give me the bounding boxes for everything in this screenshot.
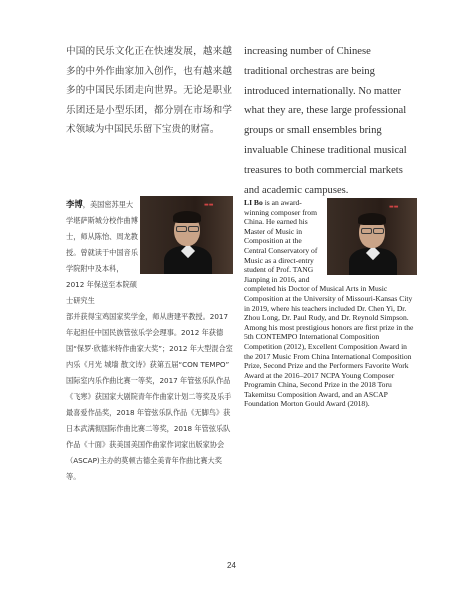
composer-photo-left: ▬▬ (140, 196, 233, 274)
english-intro-paragraph: increasing number of Chinese traditional orchestras are being introduced internationally. No matter what they are, these large professional groups or small ensembles bring invaluable Chinese traditional musical treasures to both commercial markets and academic campuses. (244, 46, 407, 196)
chinese-bio-head (66, 196, 138, 309)
chinese-biography (66, 196, 236, 485)
page-number: 24 (227, 561, 236, 570)
english-bio-body: completed his Doctor of Musical Arts in Music Composition at the University of Missouri-Kansas City in 2019, where his teachers included Dr. Chen Yi, Dr. Zhou Long, Dr. Paul Rudy, and Dr. Reynold Simpson. Among his most prestigious honors are first prize in the 5th CONTEMPO International Composition Competition (2012), Excellent Composition Award in the 2017 Music From China International Composition Prize, Second Prize and the Performers Favorite Work Award at the 2016–2017 NCPA Young Composer Programin China, Second Prize in the 2018 Toru Takemitsu Composition Award, and an ASCAP Foundation Morton Gould Award (2018). (244, 284, 414, 409)
english-bio-head (244, 198, 324, 284)
chinese-bio-body: 部并获得宝鸡国家奖学金，师从唐建平教授。2017 年起担任中国民族管弦乐学会理事。2012 年获德国“保罗·欣德米特作曲家大奖”；2012 年大型混合室内乐《月光 城墙 散文诗》获第五届“CON TEMPO” 国际室内乐作曲比赛一等奖，2017 年管弦乐队作品《飞寒》获国家大剧院青年作曲家计划二等奖及乐手最喜爱作品奖，2018 年管弦乐队作品《无脚鸟》获日本武满彻国际作曲比赛二等奖，2018 年管弦乐队作品《十面》获美国美国作曲家作词家出版家协会（ASCAP)主办的莫顿古德全美青年作曲比赛大奖等。 (66, 312, 233, 481)
composer-name-zh: 李博 (66, 199, 83, 209)
composer-name-en: LI Bo (244, 198, 263, 207)
chinese-intro-paragraph: 中国的民乐文化正在快速发展，越来越多的中外作曲家加入创作，也有越来越多的中国民乐团走向世界。无论是职业乐团还是小型乐团，都分别在市场和学术领域为中国民乐留下宝贵的财富。 (66, 46, 232, 136)
english-bio-head-text: is an award-winning composer from China. He earned his Master of Music in Composition at the Central Conservatory of Music as a direct-entry student of Prof. TANG Jianping in 2016, and (244, 198, 318, 284)
composer-photo-right: ▬▬ (327, 198, 417, 275)
chinese-bio-head-text: ，美国密苏里大学堪萨斯城分校作曲博士，师从陈怡、周龙教授。曾就读于中国音乐学院附中及本科，2012 年保送至本院硕士研究生 (66, 200, 138, 305)
english-biography (244, 198, 416, 409)
